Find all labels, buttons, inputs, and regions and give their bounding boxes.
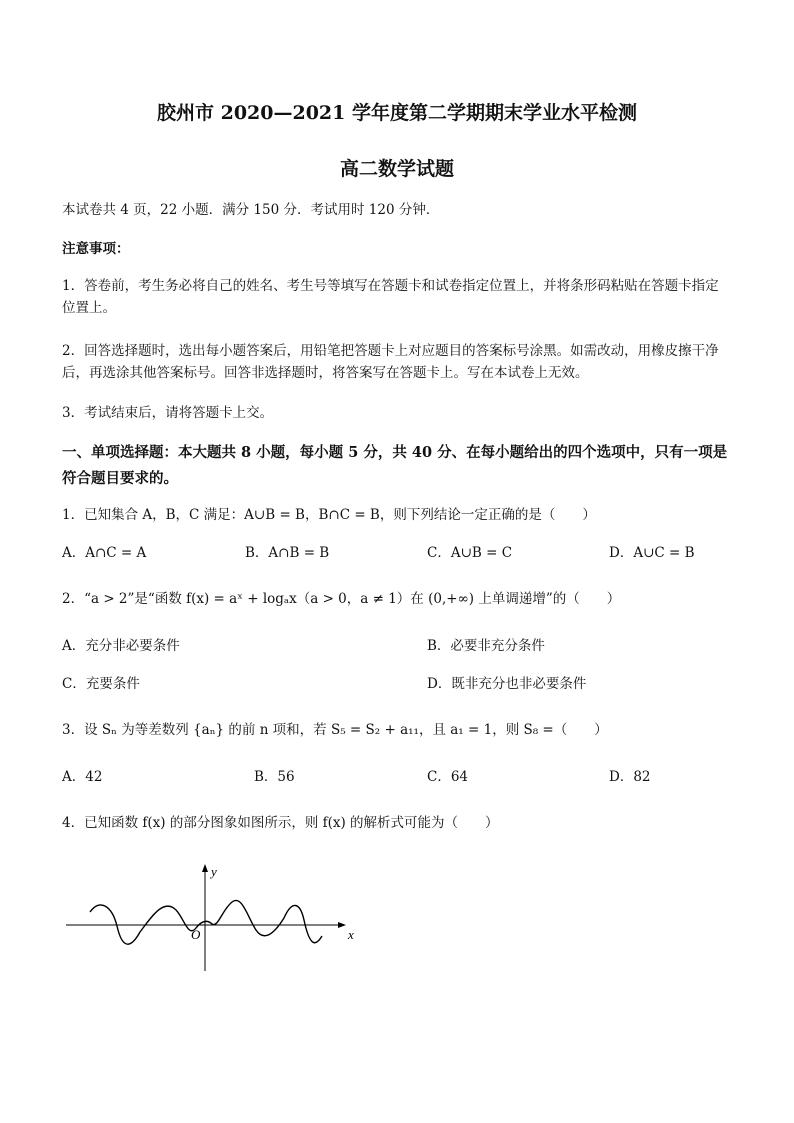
question-1-option-d: D．A∪C = B (609, 545, 695, 561)
function-graph (60, 858, 360, 978)
y-axis-label: y (211, 864, 217, 879)
section-heading: 一、单项选择题：本大题共 8 小题，每小题 5 分，共 40 分、在每小题给出的四个选项中，只有一项是符合题目要求的。 (62, 444, 728, 487)
question-2-option-c: C．充要条件 (62, 676, 140, 692)
question-4-stem: 4．已知函数 f(x) 的部分图象如图所示，则 f(x) 的解析式可能为（ ） (62, 815, 499, 831)
note-item: 2．回答选择题时，选出每小题答案后，用铅笔把答题卡上对应题目的答案标号涂黑。如需改动，用橡皮擦干净后，再选涂其他答案标号。回答非选择题时，将答案写在答题卡上。写在本试卷上无效。 (62, 343, 719, 381)
x-axis-label: x (348, 927, 354, 942)
note-item: 1．答卷前，考生务必将自己的姓名、考生号等填写在答题卡和试卷指定位置上，并将条形码粘贴在答题卡指定位置上。 (62, 278, 719, 316)
question-1-option-b: B．A∩B = B (245, 545, 330, 561)
exam-subtitle: 高二数学试题 (339, 158, 454, 180)
exam-title: 胶州市 2020—2021 学年度第二学期期末学业水平检测 (157, 102, 637, 124)
y-axis-arrow (202, 864, 208, 872)
note-item: 3．考试结束后，请将答题卡上交。 (62, 405, 274, 421)
question-3-option-d: D．82 (609, 769, 651, 785)
question-2-option-a: A．充分非必要条件 (62, 638, 180, 654)
function-curve (90, 900, 322, 944)
question-2-option-b: B．必要非充分条件 (427, 638, 545, 654)
question-3-stem: 3．设 Sₙ 为等差数列 {aₙ} 的前 n 项和，若 S₅ = S₂ + a₁₁，且 a₁ = 1，则 S₈ =（ ） (62, 722, 608, 738)
question-1-option-c: C．A∪B = C (427, 545, 513, 561)
notes-heading: 注意事项： (62, 241, 130, 257)
question-2-stem: 2．“a > 2”是“函数 f(x) = aˣ + logₐx（a > 0，a ≠ 1）在 (0,+∞) 上单调递增”的（ ） (62, 591, 621, 607)
intro-text: 本试卷共 4 页，22 小题．满分 150 分．考试用时 120 分钟． (62, 202, 440, 218)
origin-label: O (191, 927, 201, 942)
question-2-option-d: D．既非充分也非必要条件 (427, 676, 587, 692)
question-3-option-c: C．64 (427, 769, 469, 785)
question-3-option-b: B．56 (254, 769, 295, 785)
x-axis-arrow (338, 922, 346, 928)
question-1-option-a: A．A∩C = A (62, 545, 147, 561)
question-1-stem: 1．已知集合 A，B，C 满足：A∪B = B，B∩C = B，则下列结论一定正确的是（ ） (62, 507, 596, 523)
question-3-option-a: A．42 (62, 769, 103, 785)
